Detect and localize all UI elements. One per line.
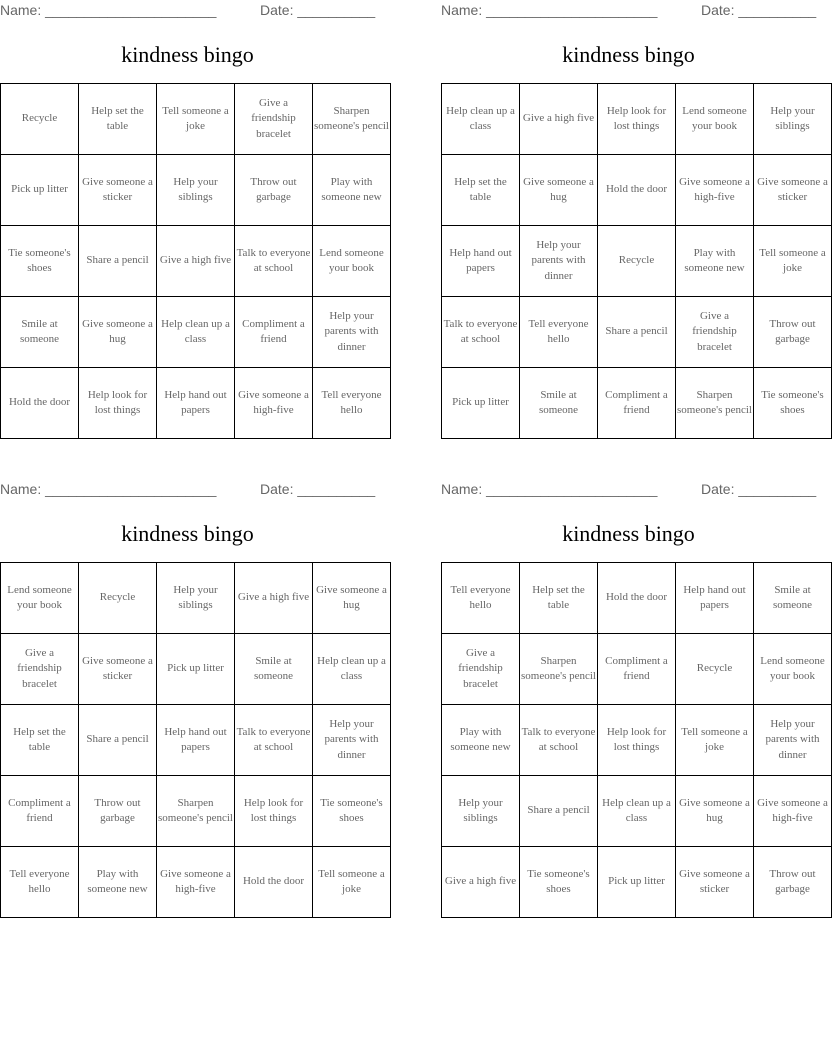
bingo-cell: Talk to everyone at school <box>235 705 313 776</box>
bingo-cell: Talk to everyone at school <box>520 705 598 776</box>
bingo-cell: Pick up litter <box>598 847 676 918</box>
bingo-cell: Recycle <box>79 563 157 634</box>
card-header <box>0 2 375 20</box>
bingo-cell: Help your parents with dinner <box>313 297 391 368</box>
card-title: kindness bingo <box>121 521 254 546</box>
bingo-cell: Give a high five <box>520 84 598 155</box>
bingo-card-4 <box>441 479 828 919</box>
bingo-row <box>442 226 832 297</box>
bingo-row <box>442 776 832 847</box>
bingo-cell: Give someone a hug <box>313 563 391 634</box>
bingo-cell: Tell everyone hello <box>313 368 391 439</box>
bingo-grid <box>0 562 391 918</box>
bingo-cell: Help clean up a class <box>442 84 520 155</box>
bingo-row <box>442 368 832 439</box>
bingo-cell: Tell everyone hello <box>442 563 520 634</box>
bingo-cell: Help hand out papers <box>442 226 520 297</box>
bingo-cell: Play with someone new <box>79 847 157 918</box>
bingo-cell: Recycle <box>598 226 676 297</box>
card-title: kindness bingo <box>562 42 695 67</box>
bingo-cell: Help your siblings <box>754 84 832 155</box>
bingo-cell: Compliment a friend <box>1 776 79 847</box>
card-header <box>441 2 816 20</box>
bingo-cell: Help set the table <box>520 563 598 634</box>
bingo-cell: Hold the door <box>235 847 313 918</box>
bingo-cell: Throw out garbage <box>235 155 313 226</box>
bingo-cell: Hold the door <box>1 368 79 439</box>
bingo-cell: Help look for lost things <box>598 705 676 776</box>
bingo-cell: Share a pencil <box>79 226 157 297</box>
bingo-cell: Help your parents with dinner <box>520 226 598 297</box>
bingo-grid <box>0 83 391 439</box>
bingo-cell: Give someone a sticker <box>676 847 754 918</box>
bingo-cell: Give a friendship bracelet <box>235 84 313 155</box>
bingo-cell: Hold the door <box>598 155 676 226</box>
bingo-row <box>442 563 832 634</box>
bingo-cell: Smile at someone <box>1 297 79 368</box>
bingo-cell: Tie someone's shoes <box>1 226 79 297</box>
bingo-cell: Share a pencil <box>520 776 598 847</box>
bingo-row <box>1 705 391 776</box>
bingo-cell: Give someone a high-five <box>676 155 754 226</box>
bingo-cell: Help set the table <box>79 84 157 155</box>
bingo-cell: Help set the table <box>1 705 79 776</box>
bingo-cell: Help look for lost things <box>79 368 157 439</box>
bingo-cell: Talk to everyone at school <box>442 297 520 368</box>
bingo-cell: Give a high five <box>442 847 520 918</box>
name-field: Name: ______________________ <box>0 2 217 18</box>
bingo-cell: Give someone a high-five <box>157 847 235 918</box>
bingo-row <box>1 297 391 368</box>
bingo-cell: Give someone a sticker <box>754 155 832 226</box>
date-field: Date: __________ <box>260 481 376 497</box>
bingo-row <box>1 634 391 705</box>
bingo-row <box>442 155 832 226</box>
bingo-cell: Lend someone your book <box>1 563 79 634</box>
date-field: Date: __________ <box>260 2 376 18</box>
bingo-cell: Pick up litter <box>442 368 520 439</box>
bingo-cell: Help clean up a class <box>598 776 676 847</box>
bingo-card-1 <box>0 0 389 440</box>
bingo-cell: Tie someone's shoes <box>754 368 832 439</box>
bingo-row <box>1 155 391 226</box>
bingo-cell: Help your parents with dinner <box>754 705 832 776</box>
card-title: kindness bingo <box>562 521 695 546</box>
name-field: Name: ______________________ <box>441 481 658 497</box>
bingo-row <box>1 776 391 847</box>
bingo-cell: Give someone a high-five <box>754 776 832 847</box>
bingo-cell: Throw out garbage <box>754 297 832 368</box>
bingo-cell: Give someone a hug <box>79 297 157 368</box>
bingo-cell: Compliment a friend <box>235 297 313 368</box>
bingo-cell: Give someone a sticker <box>79 634 157 705</box>
card-title: kindness bingo <box>121 42 254 67</box>
bingo-cell: Play with someone new <box>676 226 754 297</box>
card-header <box>0 481 375 499</box>
bingo-cell: Compliment a friend <box>598 368 676 439</box>
bingo-cell: Share a pencil <box>79 705 157 776</box>
bingo-cell: Pick up litter <box>1 155 79 226</box>
bingo-row <box>442 84 832 155</box>
bingo-row <box>442 297 832 368</box>
bingo-cell: Tell everyone hello <box>1 847 79 918</box>
bingo-cell: Sharpen someone's pencil <box>520 634 598 705</box>
bingo-cell: Help hand out papers <box>676 563 754 634</box>
bingo-cell: Share a pencil <box>598 297 676 368</box>
bingo-cell: Lend someone your book <box>313 226 391 297</box>
bingo-cell: Give someone a high-five <box>235 368 313 439</box>
bingo-cell: Sharpen someone's pencil <box>157 776 235 847</box>
bingo-cell: Lend someone your book <box>754 634 832 705</box>
bingo-cell: Smile at someone <box>520 368 598 439</box>
bingo-cell: Tell someone a joke <box>313 847 391 918</box>
bingo-card-3 <box>0 479 387 919</box>
bingo-cell: Talk to everyone at school <box>235 226 313 297</box>
bingo-cell: Throw out garbage <box>754 847 832 918</box>
bingo-cell: Help hand out papers <box>157 705 235 776</box>
bingo-cell: Play with someone new <box>313 155 391 226</box>
bingo-cell: Smile at someone <box>754 563 832 634</box>
bingo-cell: Give a friendship bracelet <box>442 634 520 705</box>
bingo-grid <box>441 83 832 439</box>
bingo-cell: Sharpen someone's pencil <box>313 84 391 155</box>
bingo-cell: Give a friendship bracelet <box>676 297 754 368</box>
bingo-cell: Sharpen someone's pencil <box>676 368 754 439</box>
bingo-cell: Help set the table <box>442 155 520 226</box>
bingo-cell: Give someone a sticker <box>79 155 157 226</box>
bingo-cell: Tell everyone hello <box>520 297 598 368</box>
bingo-cell: Pick up litter <box>157 634 235 705</box>
bingo-cell: Help your parents with dinner <box>313 705 391 776</box>
bingo-cell: Help your siblings <box>157 155 235 226</box>
bingo-cell: Tell someone a joke <box>754 226 832 297</box>
bingo-cell: Help hand out papers <box>157 368 235 439</box>
name-field: Name: ______________________ <box>441 2 658 18</box>
card-header <box>441 481 816 499</box>
bingo-cell: Compliment a friend <box>598 634 676 705</box>
bingo-cell: Give someone a hug <box>520 155 598 226</box>
bingo-cell: Play with someone new <box>442 705 520 776</box>
bingo-row <box>1 226 391 297</box>
bingo-cell: Help your siblings <box>157 563 235 634</box>
bingo-cell: Recycle <box>1 84 79 155</box>
bingo-cell: Give a high five <box>235 563 313 634</box>
bingo-row <box>442 634 832 705</box>
bingo-cell: Smile at someone <box>235 634 313 705</box>
bingo-cell: Help clean up a class <box>157 297 235 368</box>
bingo-cell: Tell someone a joke <box>676 705 754 776</box>
bingo-cell: Lend someone your book <box>676 84 754 155</box>
date-field: Date: __________ <box>701 2 817 18</box>
bingo-row <box>1 84 391 155</box>
date-field: Date: __________ <box>701 481 817 497</box>
bingo-cell: Tie someone's shoes <box>520 847 598 918</box>
bingo-grid <box>441 562 832 918</box>
bingo-row <box>1 847 391 918</box>
bingo-row <box>442 847 832 918</box>
bingo-cell: Help look for lost things <box>235 776 313 847</box>
bingo-cell: Give a high five <box>157 226 235 297</box>
bingo-row <box>1 563 391 634</box>
bingo-cell: Give someone a hug <box>676 776 754 847</box>
bingo-cell: Tell someone a joke <box>157 84 235 155</box>
bingo-cell: Give a friendship bracelet <box>1 634 79 705</box>
name-field: Name: ______________________ <box>0 481 217 497</box>
bingo-cell: Tie someone's shoes <box>313 776 391 847</box>
bingo-cell: Recycle <box>676 634 754 705</box>
bingo-cell: Help clean up a class <box>313 634 391 705</box>
bingo-row <box>1 368 391 439</box>
bingo-cell: Hold the door <box>598 563 676 634</box>
bingo-row <box>442 705 832 776</box>
bingo-cell: Help your siblings <box>442 776 520 847</box>
bingo-cell: Throw out garbage <box>79 776 157 847</box>
bingo-cell: Help look for lost things <box>598 84 676 155</box>
bingo-card-2 <box>441 0 828 440</box>
